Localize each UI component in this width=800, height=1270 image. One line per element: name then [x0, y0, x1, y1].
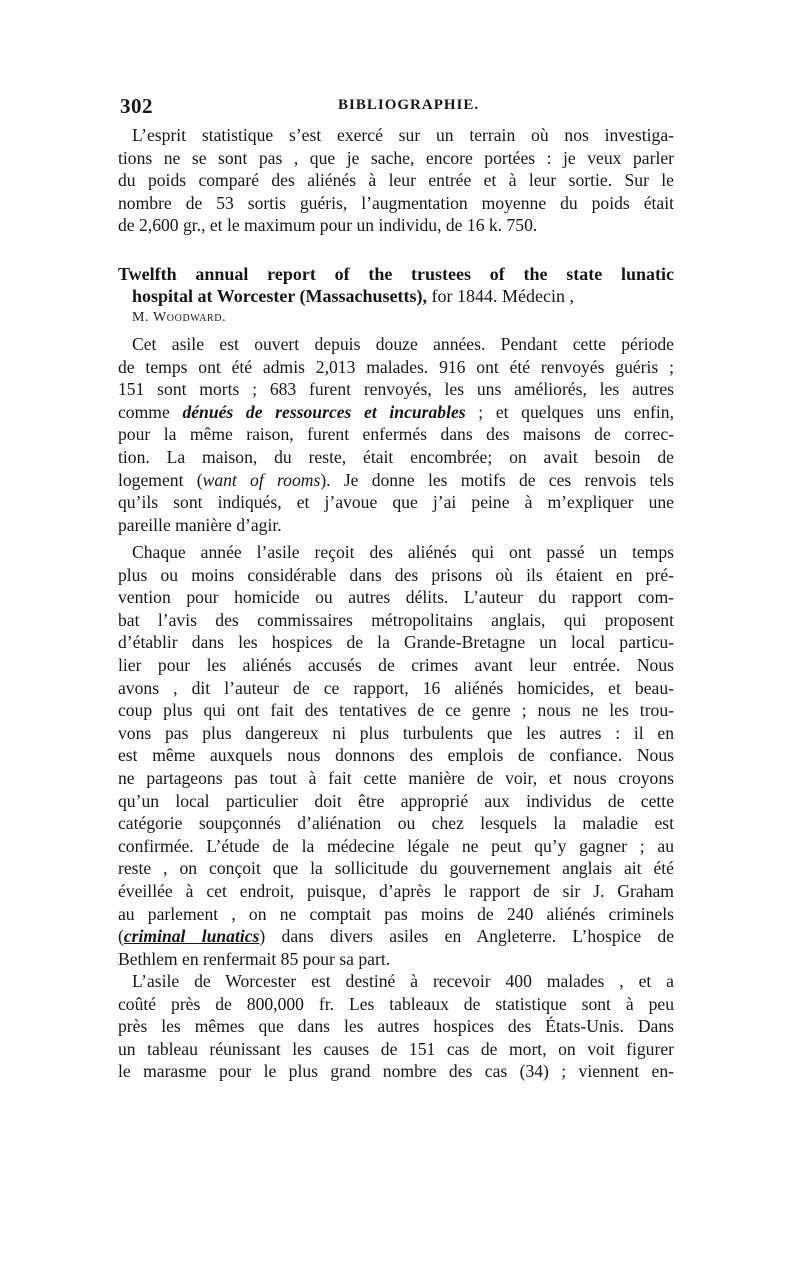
text-line: près les mêmes que dans les autres hospices des États-Unis. Dans: [118, 1016, 674, 1037]
text-line: Bethlem en renfermait 85 pour sa part.: [118, 948, 391, 969]
text-fragment: logement (: [118, 469, 203, 490]
report-title: [118, 263, 674, 329]
text-line: confirmée. L’étude de la médecine légale ne peut qu’y gagner ; au: [118, 835, 674, 856]
text-line: tions ne se sont pas , que je sache, encore portées : je veux parler: [118, 147, 674, 168]
text-line: [118, 925, 674, 948]
text-line: reste , on conçoit que la sollicitude du gouvernement anglais ait été: [118, 858, 674, 879]
text-fragment: ) dans divers asiles en Angleterre. L’hospice de: [259, 926, 674, 947]
running-head: BIBLIOGRAPHIE.: [338, 97, 480, 113]
text-fragment: comme: [118, 401, 183, 422]
report-author: M. Woodward.: [132, 310, 227, 325]
text-line: éveillée à cet endroit, puisque, d’après le rapport de sir J. Graham: [118, 880, 674, 901]
text-line: avons , dit l’auteur de ce rapport, 16 aliénés homicides, et beau-: [118, 677, 674, 698]
page-number: 302: [120, 94, 153, 118]
text-line: coûté près de 800,000 fr. Les tableaux de statistique sont à peu: [118, 993, 674, 1014]
text-line: tion. La maison, du reste, était encombrée; on avait besoin de: [118, 446, 674, 467]
text-line: coup plus qui ont fait des tentatives de ce genre ; nous ne les trou-: [118, 700, 674, 721]
italic-phrase: criminal lunatics: [123, 926, 260, 947]
report-title-line-1: Twelfth annual report of the trustees of the state lunatic: [118, 264, 674, 284]
text-line: lier pour les aliénés accusés de crimes avant leur entrée. Nous: [118, 654, 674, 675]
italic-phrase: want of rooms: [202, 469, 321, 490]
text-line: ne partageons pas tout à fait cette manière de voir, et nous croyons: [118, 767, 674, 788]
paragraph-worcester-asylum: [118, 970, 674, 1083]
text-line: un tableau réunissant les causes de 151 cas de mort, on voit figurer: [118, 1038, 674, 1059]
text-line: L’asile de Worcester est destiné à recevoir 400 malades , et a: [132, 971, 674, 991]
text-line: qu’ils sont indiqués, et j’avoue que j’ai peine à m’expliquer une: [118, 492, 674, 513]
text-fragment: ; et quelques uns enfin,: [465, 401, 674, 422]
text-line: [118, 469, 674, 492]
text-line: d’établir dans les hospices de la Grande-Bretagne un local particu-: [118, 632, 674, 653]
text-line: de temps ont été admis 2,013 malades. 916 ont été renvoyés guéris ;: [118, 356, 674, 377]
text-line: bat l’avis des commissaires métropolitains anglais, qui proposent: [118, 609, 674, 630]
paragraph-asylum-admissions: [118, 333, 674, 536]
page-header: [120, 94, 676, 120]
text-line: au parlement , on ne comptait pas moins de 240 aliénés criminels: [118, 903, 674, 924]
paragraph-criminal-lunatics: [118, 541, 674, 970]
report-title-hospital: hospital at Worcester (Massachusetts),: [132, 286, 427, 306]
text-line: [118, 401, 674, 424]
text-line: pour la même raison, furent enfermés dans des maisons de correc-: [118, 424, 674, 445]
report-title-line-2: [118, 285, 674, 307]
text-line: catégorie soupçonnés d’aliénation ou chez lesquels la maladie est: [118, 813, 674, 834]
text-line: 151 sont morts ; 683 furent renvoyés, les uns améliorés, les autres: [118, 379, 674, 400]
text-line: du poids comparé des aliénés à leur entrée et à leur sortie. Sur le: [118, 170, 674, 191]
text-line: nombre de 53 sortis guéris, l’augmentation moyenne du poids était: [118, 192, 674, 213]
italic-phrase: dénués de ressources et incurables: [182, 401, 466, 422]
text-line: Cet asile est ouvert depuis douze années. Pendant cette période: [132, 334, 674, 354]
text-line: le marasme pour le plus grand nombre des cas (34) ; viennent en-: [118, 1061, 674, 1082]
report-title-year-physician: for 1844. Médecin ,: [426, 286, 574, 306]
text-line: plus ou moins considérable dans des prisons où ils étaient en pré-: [118, 564, 674, 585]
text-line: de 2,600 gr., et le maximum pour un individu, de 16 k. 750.: [118, 215, 538, 236]
text-line: L’esprit statistique s’est exercé sur un terrain où nos investiga-: [132, 125, 674, 145]
text-line: vons pas plus dangereux ni plus turbulents que les autres : il en: [118, 722, 674, 743]
text-line: vention pour homicide ou autres délits. L’auteur du rapport com-: [118, 587, 674, 608]
text-fragment: ). Je donne les motifs de ces renvois tels: [320, 469, 674, 490]
text-fragment: (: [118, 926, 124, 947]
text-line: est même auxquels nous donnons des emplois de confiance. Nous: [118, 745, 674, 766]
text-line: pareille manière d’agir.: [118, 514, 282, 535]
text-line: qu’un local particulier doit être approprié aux individus de cette: [118, 790, 674, 811]
text-line: Chaque année l’asile reçoit des aliénés qui ont passé un temps: [132, 542, 674, 562]
paragraph-weight-statistics: [118, 124, 674, 237]
